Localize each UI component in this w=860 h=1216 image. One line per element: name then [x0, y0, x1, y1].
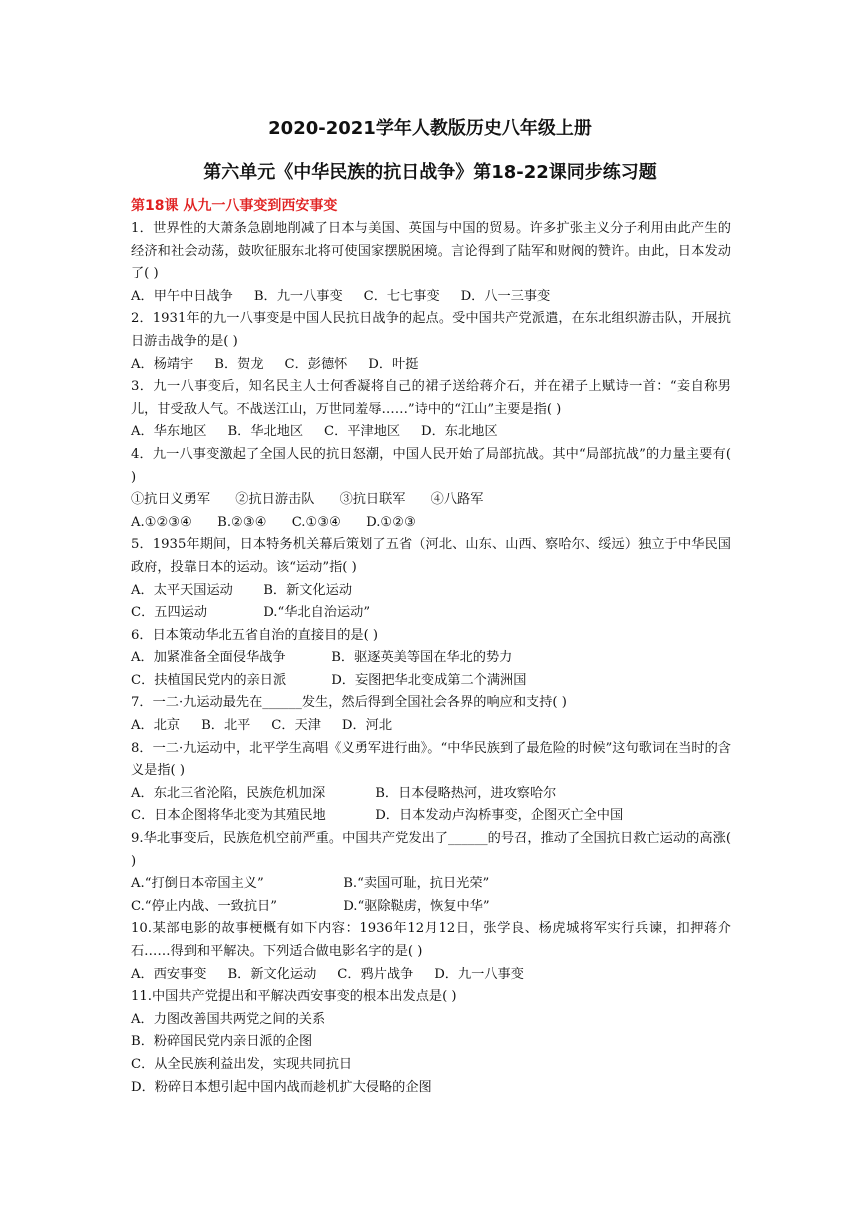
- option-a: A.“打倒日本帝国主义”: [131, 876, 264, 892]
- question-3-options: [131, 421, 731, 444]
- option-d: D．东北地区: [421, 424, 498, 440]
- option-a: A．北京: [131, 718, 181, 734]
- option-d: D．九一八事变: [434, 966, 524, 982]
- question-9-options-row2: [131, 896, 731, 919]
- question-9-stem: 9.华北事变后，民族危机空前严重。中国共产党发出了______的号召，推动了全国抗日救亡运动的高涨( ): [131, 831, 731, 869]
- question-1-options: [131, 286, 731, 309]
- option-c: C．天津: [271, 718, 321, 734]
- option-c: C.①③④: [291, 514, 341, 530]
- option-b: B．驱逐英美等国在华北的势力: [331, 650, 513, 666]
- lesson-heading: 第18课 从九一八事变到西安事变: [131, 198, 338, 214]
- option-a: A．太平天国运动: [131, 582, 233, 598]
- option-a: A．甲午中日战争: [131, 288, 233, 304]
- document-title: 2020-2021学年人教版历史八年级上册: [268, 118, 592, 139]
- option-b: B.②③④: [217, 514, 267, 530]
- question-10-options: [131, 964, 731, 987]
- question-1-stem: 1．世界性的大萧条急剧地削减了日本与美国、英国与中国的贸易。许多扩张主义分子利用由此产生的经济和社会动荡，鼓吹征服东北将可使国家摆脱困境。言论得到了陆军和财阀的赞许。由此，日本发动了( ): [131, 221, 731, 282]
- question-11-option-a: A．力图改善国共两党之间的关系: [131, 1011, 326, 1027]
- question-6-options-row2: [131, 670, 731, 693]
- question-8-stem: 8．一二·九运动中，北平学生高唱《义勇军进行曲》。“中华民族到了最危险的时候”这句歌词在当时的含义是指( ): [131, 740, 731, 779]
- question-3-stem: 3．九一八事变后，知名民主人士何香凝将自己的裙子送给蒋介石，并在裙子上赋诗一首：“妾自称男儿，甘受敌人气。不战送江山，万世同羞辱……”诗中的“江山”主要是指( ): [131, 379, 731, 417]
- option-a: A．东北三省沦陷，民族危机加深: [131, 785, 326, 801]
- option-b: B．贺龙: [214, 356, 264, 372]
- title-block: [0, 116, 860, 186]
- question-11-option-d: D．粉碎日本想引起中国内战而趁机扩大侵略的企图: [131, 1079, 432, 1095]
- option-d: D.“华北自治运动”: [263, 605, 371, 621]
- question-2-options: [131, 354, 731, 377]
- question-6-stem: 6．日本策动华北五省自治的直接目的是( ): [131, 627, 379, 643]
- option-a: A．加紧准备全面侵华战争: [131, 650, 286, 666]
- question-10-stem: 10.某部电影的故事梗概有如下内容：1936年12月12日，张学良、杨虎城将军实行兵谏，扣押蒋介石……得到和平解决。下列适合做电影名字的是( ): [131, 921, 731, 959]
- option-b: B．九一八事变: [253, 288, 343, 304]
- item-3: ③抗日联军: [339, 492, 406, 508]
- option-b: B.“卖国可耻，抗日光荣”: [343, 876, 490, 892]
- item-4: ④八路军: [430, 492, 484, 508]
- exercise-content: [131, 196, 731, 1099]
- question-11-option-c: C．从全民族利益出发，实现共同抗日: [131, 1056, 353, 1072]
- option-d: D．日本发动卢沟桥事变，企图灭亡全中国: [375, 808, 624, 824]
- question-5-options-row1: [131, 580, 731, 603]
- option-c: C．平津地区: [324, 424, 401, 440]
- option-d: D．叶挺: [368, 356, 419, 372]
- option-a: A.①②③④: [131, 514, 193, 530]
- option-a: A．西安事变: [131, 966, 207, 982]
- question-6-options-row1: [131, 647, 731, 670]
- option-c: C．鸦片战争: [337, 966, 414, 982]
- question-8-options-row2: [131, 805, 731, 828]
- option-c: C．扶植国民党内的亲日派: [131, 672, 287, 688]
- document-subtitle: 第六单元《中华民族的抗日战争》第18-22课同步练习题: [203, 162, 657, 183]
- option-b: B．北平: [201, 718, 251, 734]
- option-c: C．日本企图将华北变为其殖民地: [131, 808, 326, 824]
- option-d: D．八一三事变: [460, 288, 551, 304]
- option-c: C．彭德怀: [284, 356, 348, 372]
- item-1: ①抗日义勇军: [131, 492, 211, 508]
- item-2: ②抗日游击队: [235, 492, 315, 508]
- question-4-stem: 4．九一八事变激起了全国人民的抗日怒潮，中国人民开始了局部抗战。其中“局部抗战”的力量主要有( ): [131, 446, 731, 485]
- question-4-items: [131, 489, 731, 512]
- question-5-options-row2: [131, 602, 731, 625]
- question-2-stem: 2．1931年的九一八事变是中国人民抗日战争的起点。受中国共产党派遣，在东北组织游击队，开展抗日游击战争的是( ): [131, 311, 731, 349]
- option-a: A．华东地区: [131, 424, 207, 440]
- question-7-stem: 7．一二·九运动最先在______发生，然后得到全国社会各界的响应和支持( ): [131, 695, 567, 711]
- question-9-options-row1: [131, 873, 731, 896]
- question-4-options: [131, 512, 731, 535]
- option-c: C．七七事变: [363, 288, 440, 304]
- question-7-options: [131, 715, 731, 738]
- question-11-option-b: B．粉碎国民党内亲日派的企图: [131, 1034, 313, 1050]
- question-8-options-row1: [131, 783, 731, 806]
- option-d: D．妄图把华北变成第二个满洲国: [331, 672, 527, 688]
- option-d: D.①②③: [366, 514, 416, 530]
- option-b: B．新文化运动: [263, 582, 353, 598]
- option-a: A．杨靖宇: [131, 356, 194, 372]
- option-b: B．华北地区: [227, 424, 304, 440]
- option-c: C.“停止内战、一致抗日”: [131, 898, 277, 914]
- option-d: D.“驱除鞑虏，恢复中华”: [343, 898, 490, 914]
- option-d: D．河北: [341, 718, 393, 734]
- option-b: B．日本侵略热河，进攻察哈尔: [375, 785, 557, 801]
- question-11-stem: 11.中国共产党提出和平解决西安事变的根本出发点是( ): [131, 989, 457, 1005]
- question-5-stem: 5．1935年期间，日本特务机关幕后策划了五省（河北、山东、山西、察哈尔、绥远）独立于中华民国政府，投靠日本的运动。该“运动”指( ): [131, 537, 731, 575]
- option-b: B．新文化运动: [227, 966, 317, 982]
- option-c: C．五四运动: [131, 605, 208, 621]
